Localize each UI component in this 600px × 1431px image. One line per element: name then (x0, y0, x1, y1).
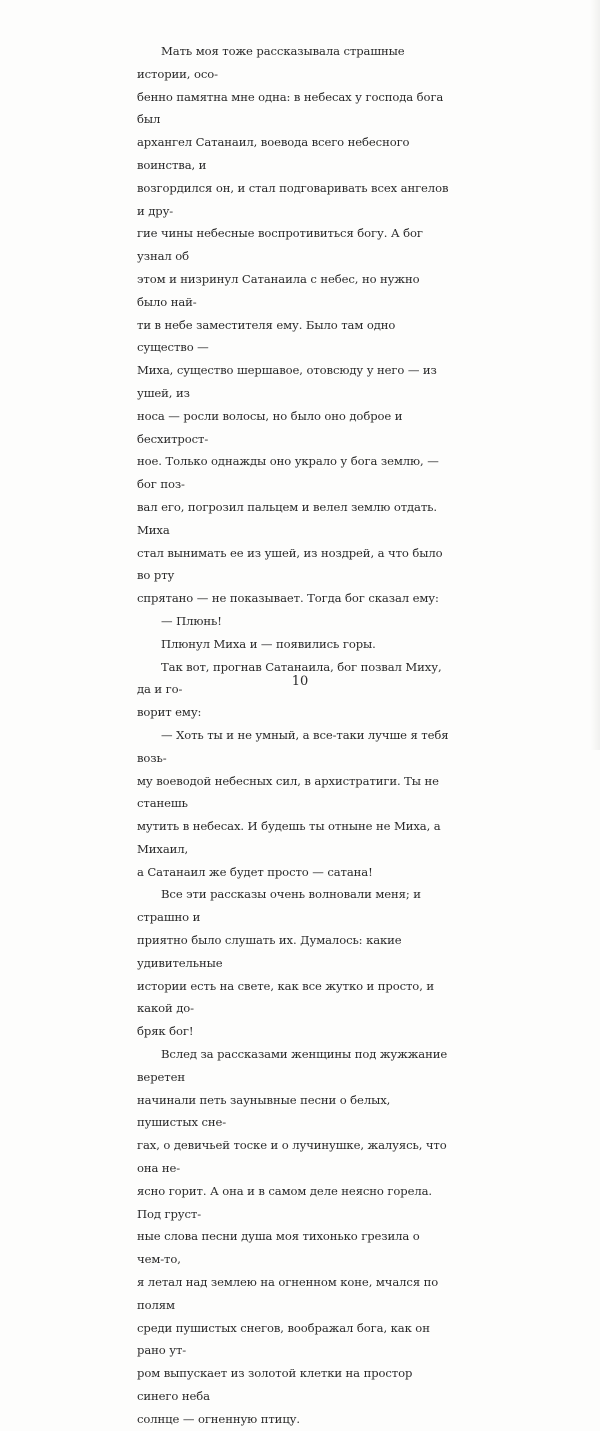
paragraph-6: Все эти рассказы очень волновали меня; и страшно и приятно было слушать их. Думалось: какие удивительные истории есть на свете, как все жутко и просто, и какой до- бряк бог! (137, 887, 434, 1039)
paragraph-7: Вслед за рассказами женщины под жужжание веретен начинали петь заунывные песни о белых, пушистых сне- гах, о девичьей тоске и о лучинушке, жалуясь, что она не- ясно горит. А она и в самом деле неясно горела. Под груст- ные слова песни душа моя тихонько грезила о чем-то, я летал над землею на огненном коне, мчался по полям среди пушистых снегов, воображал бога, как он рано ут- ром выпускает из золотой клетки на простор синего неба солнце — огненную птицу. (137, 1047, 448, 1426)
paragraph-2: — Плюнь! (161, 613, 222, 628)
paragraph-1: Мать моя тоже рассказывала страшные истории, осо- бенно памятна мне одна: в небесах у господа бога был архангел Сатанаил, воевода всего небесного воинства, и возгордился он, и стал подговаривать всех ангелов и дру- гие чины небесные воспротивиться богу. А бог узнал об этом и низринул Сатанаила с небес, но нужно было най- ти в небе заместителя ему. Было там одно существо — Миха, существо шершавое, отовсюду у него — из ушей, из носа — росли волосы, но было оно доброе и бесхитрост- ное. Только однажды оно украло у бога землю, — бог поз- вал его, погрозил пальцем и велел землю отдать. Миха стал вынимать ее из ушей, из ноздрей, а что было во рту спрятано — не показывает. Тогда бог сказал ему: (137, 44, 449, 606)
paragraph-4: Так вот, прогнав Сатанаила, бог позвал Миху, да и го- ворит ему: (137, 659, 442, 720)
paragraph-5: — Хоть ты и не умный, а все-таки лучше я тебя возь- му воеводой небесных сил, в архистратиги. Ты не станешь мутить в небесах. И будешь ты отныне не Миха, а Михаил, а Сатанаил же будет просто — сатана! (137, 727, 449, 879)
body-text (137, 40, 449, 1431)
paragraph-3: Плюнул Миха и — появились горы. (161, 636, 376, 651)
page-edge-shadow (590, 0, 600, 750)
page-number: 10 (291, 674, 309, 689)
